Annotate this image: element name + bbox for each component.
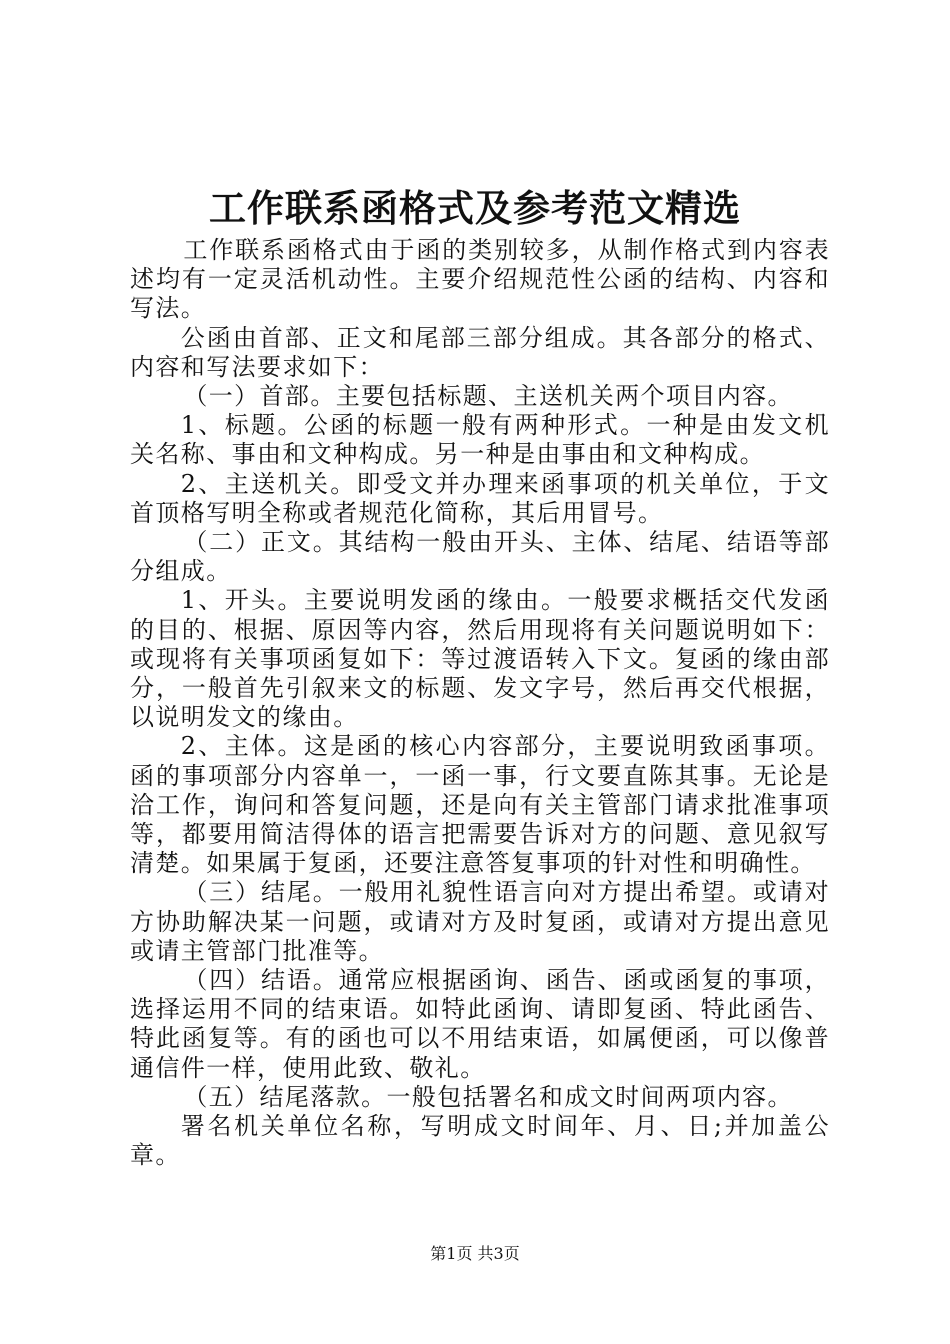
- paragraph-9: （三）结尾。一般用礼貌性语言向对方提出希望。或请对方协助解决某一问题，或请对方及时复函，或请对方提出意见或请主管部门批准等。: [130, 878, 830, 965]
- paragraph-4: 1、标题。公函的标题一般有两种形式。一种是由发文机关名称、事由和文种构成。另一种是由事由和文种构成。: [130, 411, 830, 469]
- paragraph-5: 2、主送机关。即受文并办理来函事项的机关单位，于文首顶格写明全称或者规范化简称，其后用冒号。: [130, 469, 830, 527]
- paragraph-3: （一）首部。主要包括标题、主送机关两个项目内容。: [183, 382, 793, 411]
- paragraph-2: 公函由首部、正文和尾部三部分组成。其各部分的格式、内容和写法要求如下：: [130, 323, 830, 381]
- page-footer: 第1页 共3页: [430, 1244, 520, 1263]
- paragraph-8: 2、主体。这是函的核心内容部分，主要说明致函事项。函的事项部分内容单一，一函一事，行文要直陈其事。无论是洽工作，询问和答复问题，还是向有关主管部门请求批准事项等，都要用简洁得体的语言把需要告诉对方的问题、意见叙写清楚。如果属于复函，还要注意答复事项的针对性和明确性。: [130, 732, 830, 878]
- document-title: 工作联系函格式及参考范文精选: [209, 186, 741, 230]
- paragraph-10: （四）结语。通常应根据函询、函告、函或函复的事项，选择运用不同的结束语。如特此函询、请即复函、特此函告、特此函复等。有的函也可以不用结束语，如属便函，可以像普通信件一样，使用此致、敬礼。: [130, 966, 830, 1082]
- paragraph-7: 1、开头。主要说明发函的缘由。一般要求概括交代发函的目的、根据、原因等内容，然后用现将有关问题说明如下：或现将有关事项函复如下：等过渡语转入下文。复函的缘由部分，一般首先引叙来文的标题、发文字号，然后再交代根据，以说明发文的缘由。: [130, 586, 830, 732]
- document-body: [130, 236, 830, 1171]
- paragraph-11: （五）结尾落款。一般包括署名和成文时间两项内容。: [183, 1082, 793, 1111]
- paragraph-1: 工作联系函格式由于函的类别较多，从制作格式到内容表述均有一定灵活机动性。主要介绍规范性公函的结构、内容和写法。: [130, 236, 830, 323]
- paragraph-12: 署名机关单位名称，写明成文时间年、月、日;并加盖公章。: [130, 1112, 830, 1170]
- paragraph-6: （二）正文。其结构一般由开头、主体、结尾、结语等部分组成。: [130, 528, 830, 586]
